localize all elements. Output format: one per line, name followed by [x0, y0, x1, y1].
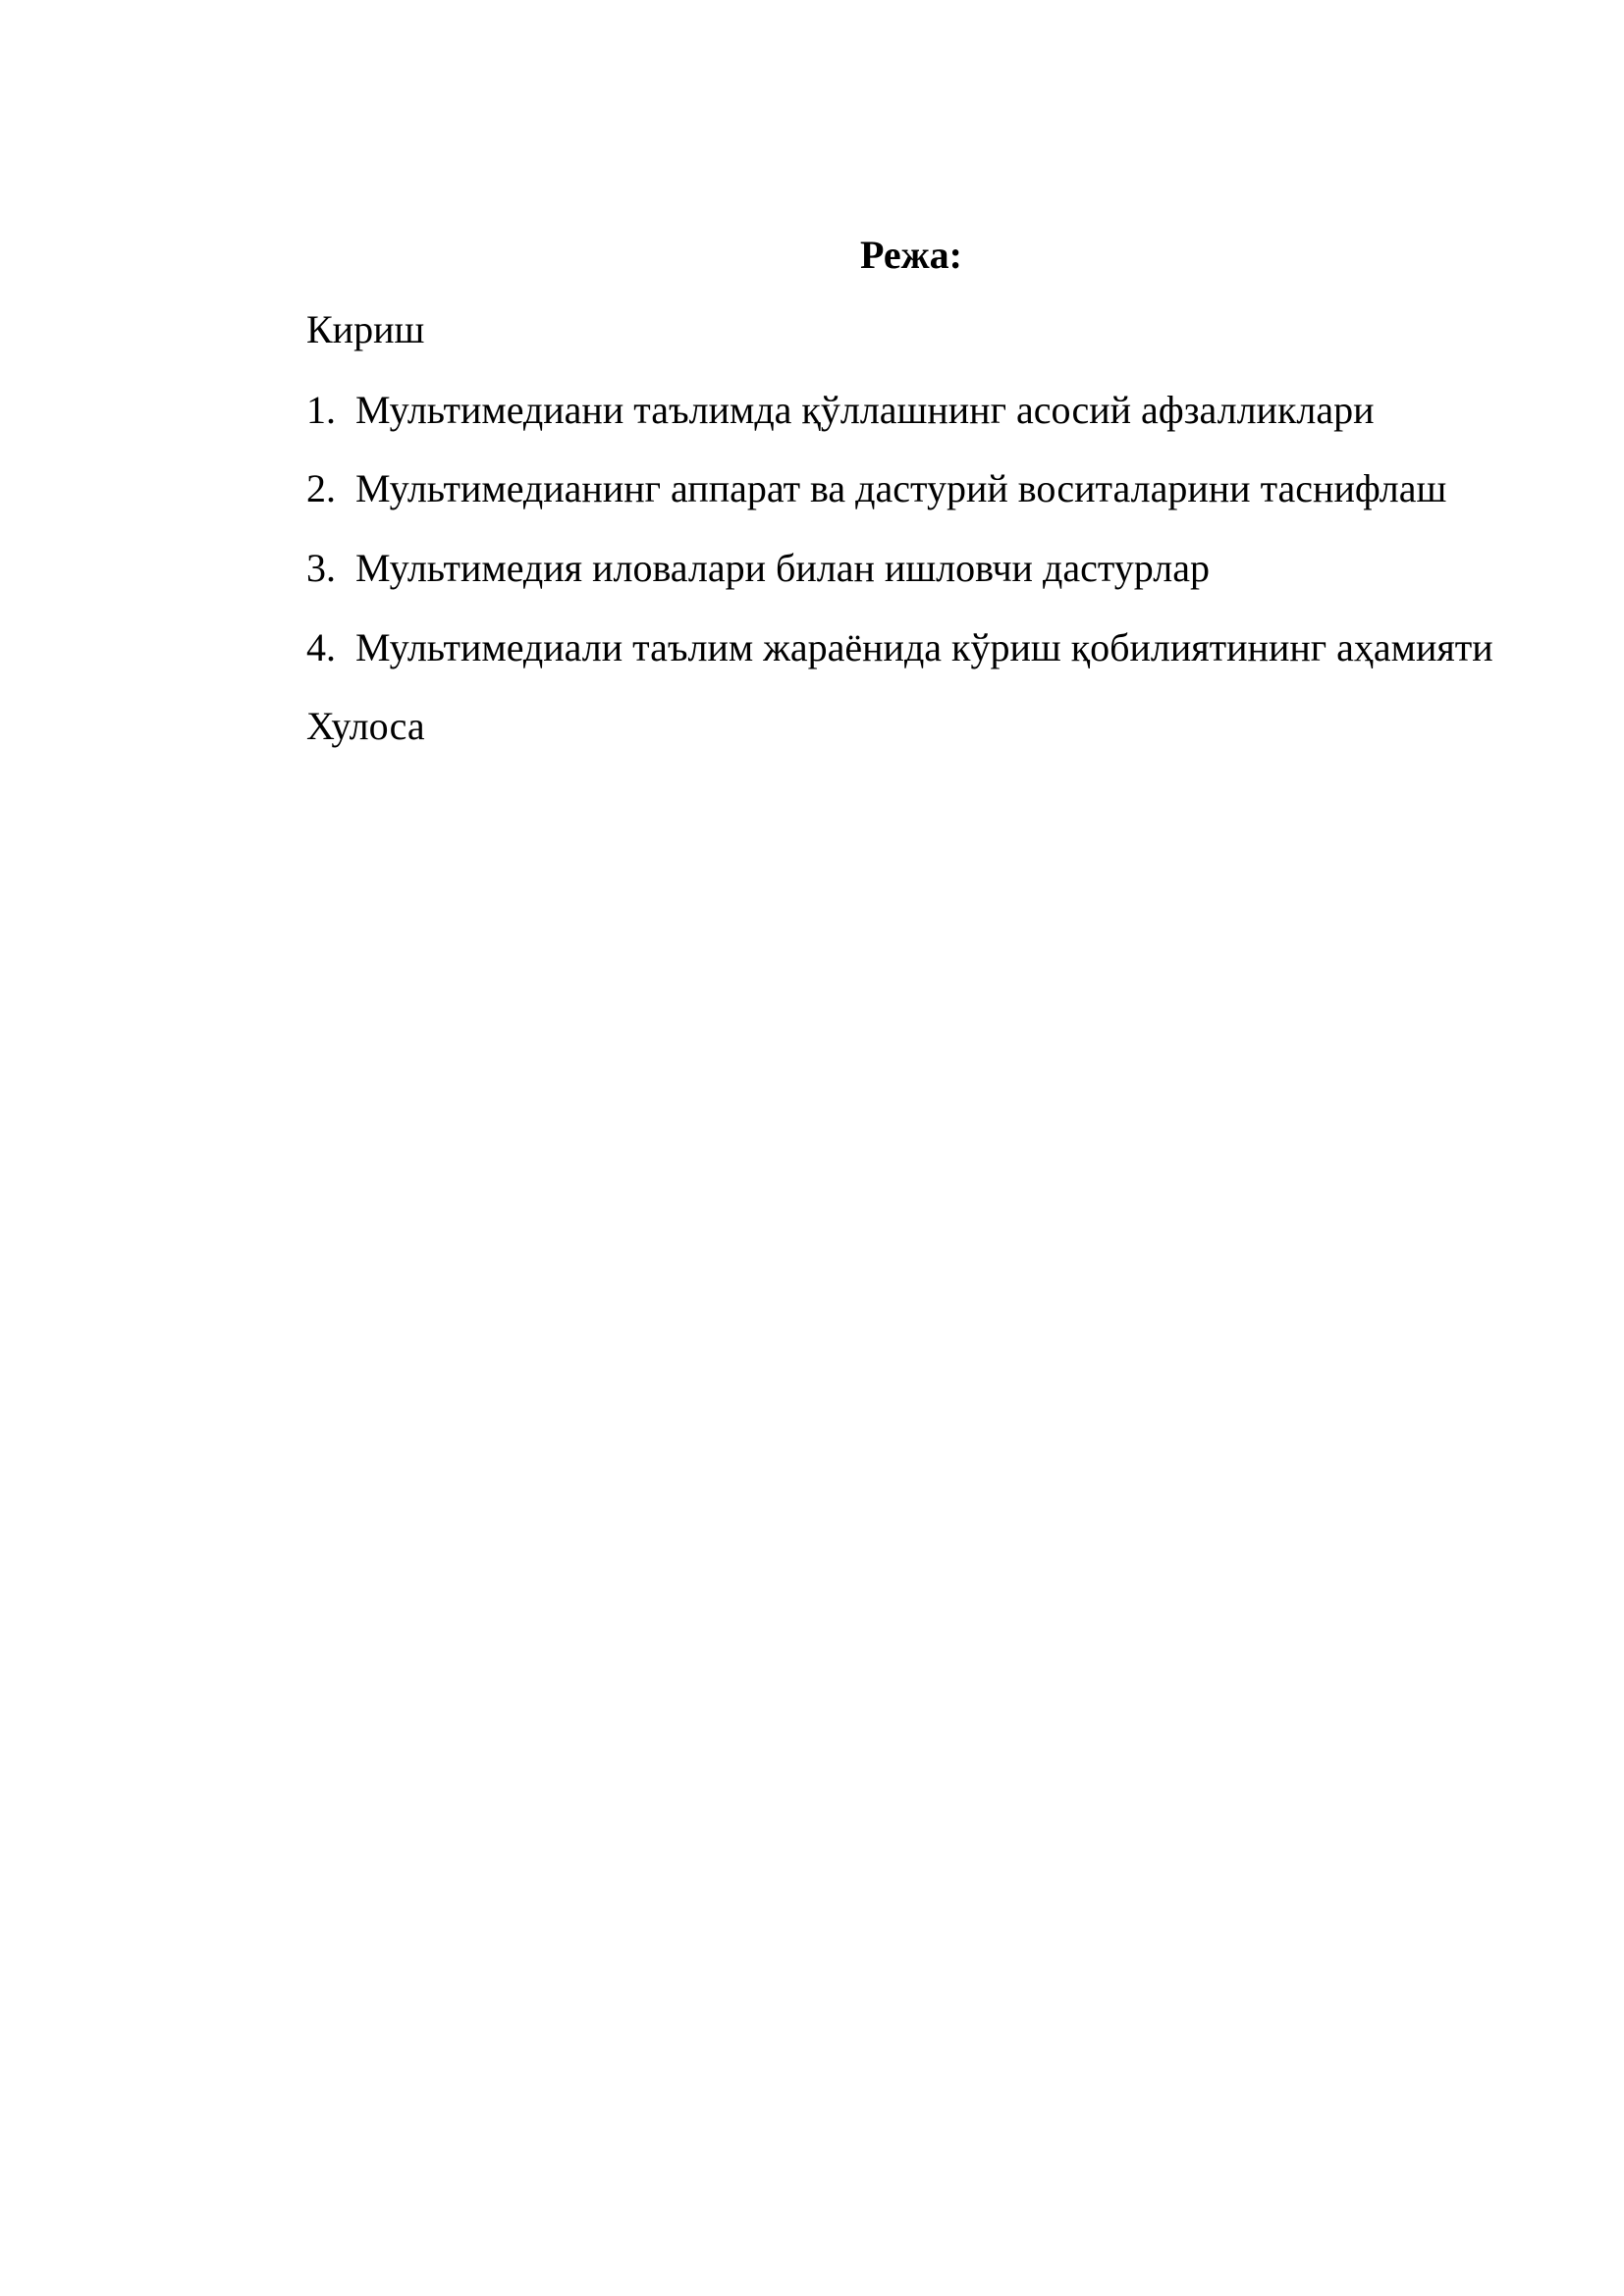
list-item — [306, 541, 1210, 596]
intro-heading: Кириш — [306, 307, 425, 351]
page-title: Режа: — [860, 233, 962, 277]
conclusion-heading: Хулоса — [306, 704, 425, 748]
list-item-text: Мультимедиани таълимда қўллашнинг асосий афзалликлари — [355, 388, 1375, 432]
list-item-number: 1. — [306, 388, 336, 432]
list-item-text: Мультимедия иловалари билан ишловчи дастурлар — [355, 546, 1210, 590]
list-item-text: Мультимедиали таълим жараёнида кўриш қобилиятининг аҳамияти — [355, 625, 1493, 669]
list-item-number: 4. — [306, 625, 336, 669]
list-item — [306, 461, 1446, 516]
list-item — [306, 383, 1375, 438]
list-item-number: 3. — [306, 546, 336, 590]
list-item — [306, 620, 1493, 675]
list-item-number: 2. — [306, 466, 336, 510]
list-item-text: Мультимедианинг аппарат ва дастурий воситаларини таснифлаш — [355, 466, 1447, 510]
